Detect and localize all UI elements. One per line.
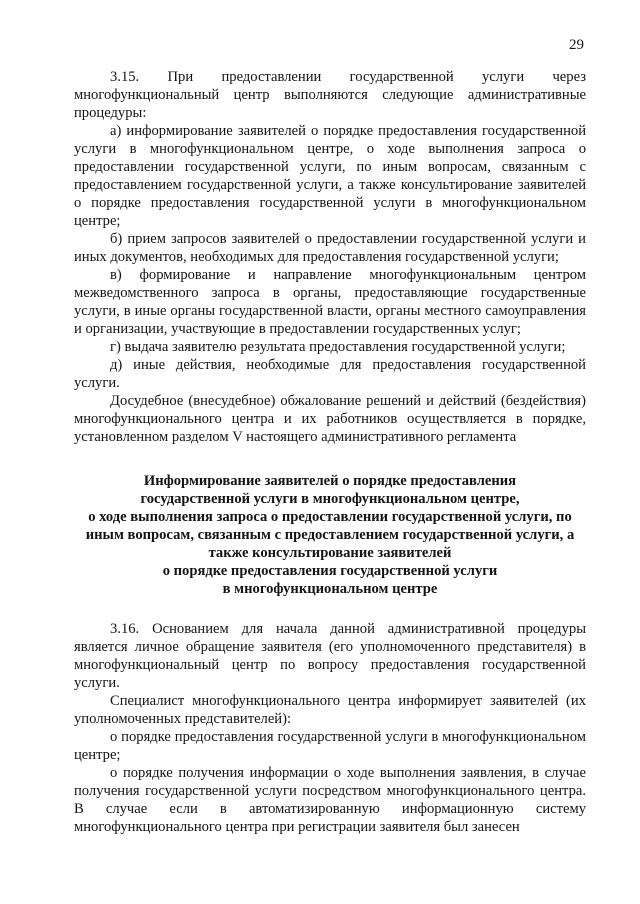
heading-line: о ходе выполнения запроса о предоставлении государственной услуги, по — [88, 509, 572, 525]
paragraph-item-v: в) формирование и направление многофункциональным центром межведомственного запроса в органы, предоставляющие государственные услуги, в иные органы государственной власти, органы местного самоуправления и организации, участвующие в предоставлении государственных услуг; — [74, 267, 586, 337]
paragraph-item-a: а) информирование заявителей о порядке предоставления государственной услуги в многофункциональном центре, о ходе выполнения запроса о предоставлении государственной услуги, по иным вопросам, связанным с предоставлением государственной услуги, а также консультирование заявителей о порядке предоставления государственной услуги в многофункциональном центре; — [74, 123, 586, 229]
paragraph-procedure: о порядке предоставления государственной услуги в многофункциональном центре; — [74, 729, 586, 763]
paragraph-3-15: 3.15. При предоставлении государственной услуги через многофункциональный центр выполняются следующие административные процедуры: — [74, 69, 586, 121]
heading-line: государственной услуги в многофункциональном центре, — [140, 491, 520, 507]
heading-line: в многофункциональном центре — [222, 581, 438, 597]
heading-line: иным вопросам, связанным с предоставлением государственной услуги, а — [85, 527, 575, 543]
document-body — [74, 68, 586, 836]
heading-line: Информирование заявителей о порядке предоставления — [143, 473, 517, 489]
paragraph-3-16: 3.16. Основанием для начала данной административной процедуры является личное обращение заявителя (его уполномоченного представителя) в многофункциональный центр по вопросу предоставления государственной услуги. — [74, 621, 586, 691]
heading-line: также консультирование заявителей — [208, 545, 452, 561]
paragraph-status-info: о порядке получения информации о ходе выполнения заявления, в случае получения государственной услуги посредством многофункционального центра. В случае если в автоматизированную информационную систему многофункционального центра при регистрации заявителя был занесен — [74, 765, 586, 835]
heading-line: о порядке предоставления государственной услуги — [162, 563, 498, 579]
paragraph-specialist-informs: Специалист многофункционального центра информирует заявителей (их уполномоченных представителей): — [74, 693, 586, 727]
page-number: 29 — [569, 37, 584, 53]
paragraph-item-d: д) иные действия, необходимые для предоставления государственной услуги. — [74, 357, 586, 391]
paragraph-appeal: Досудебное (внесудебное) обжалование решений и действий (бездействия) многофункционального центра и их работников осуществляется в порядке, установленном разделом V настоящего административного регламента — [74, 393, 586, 445]
paragraph-item-b: б) прием запросов заявителей о предоставлении государственной услуги и иных документов, необходимых для предоставления государственной услуги; — [74, 231, 586, 265]
paragraph-item-g: г) выдача заявителю результата предоставления государственной услуги; — [110, 339, 566, 355]
section-heading — [74, 472, 586, 598]
